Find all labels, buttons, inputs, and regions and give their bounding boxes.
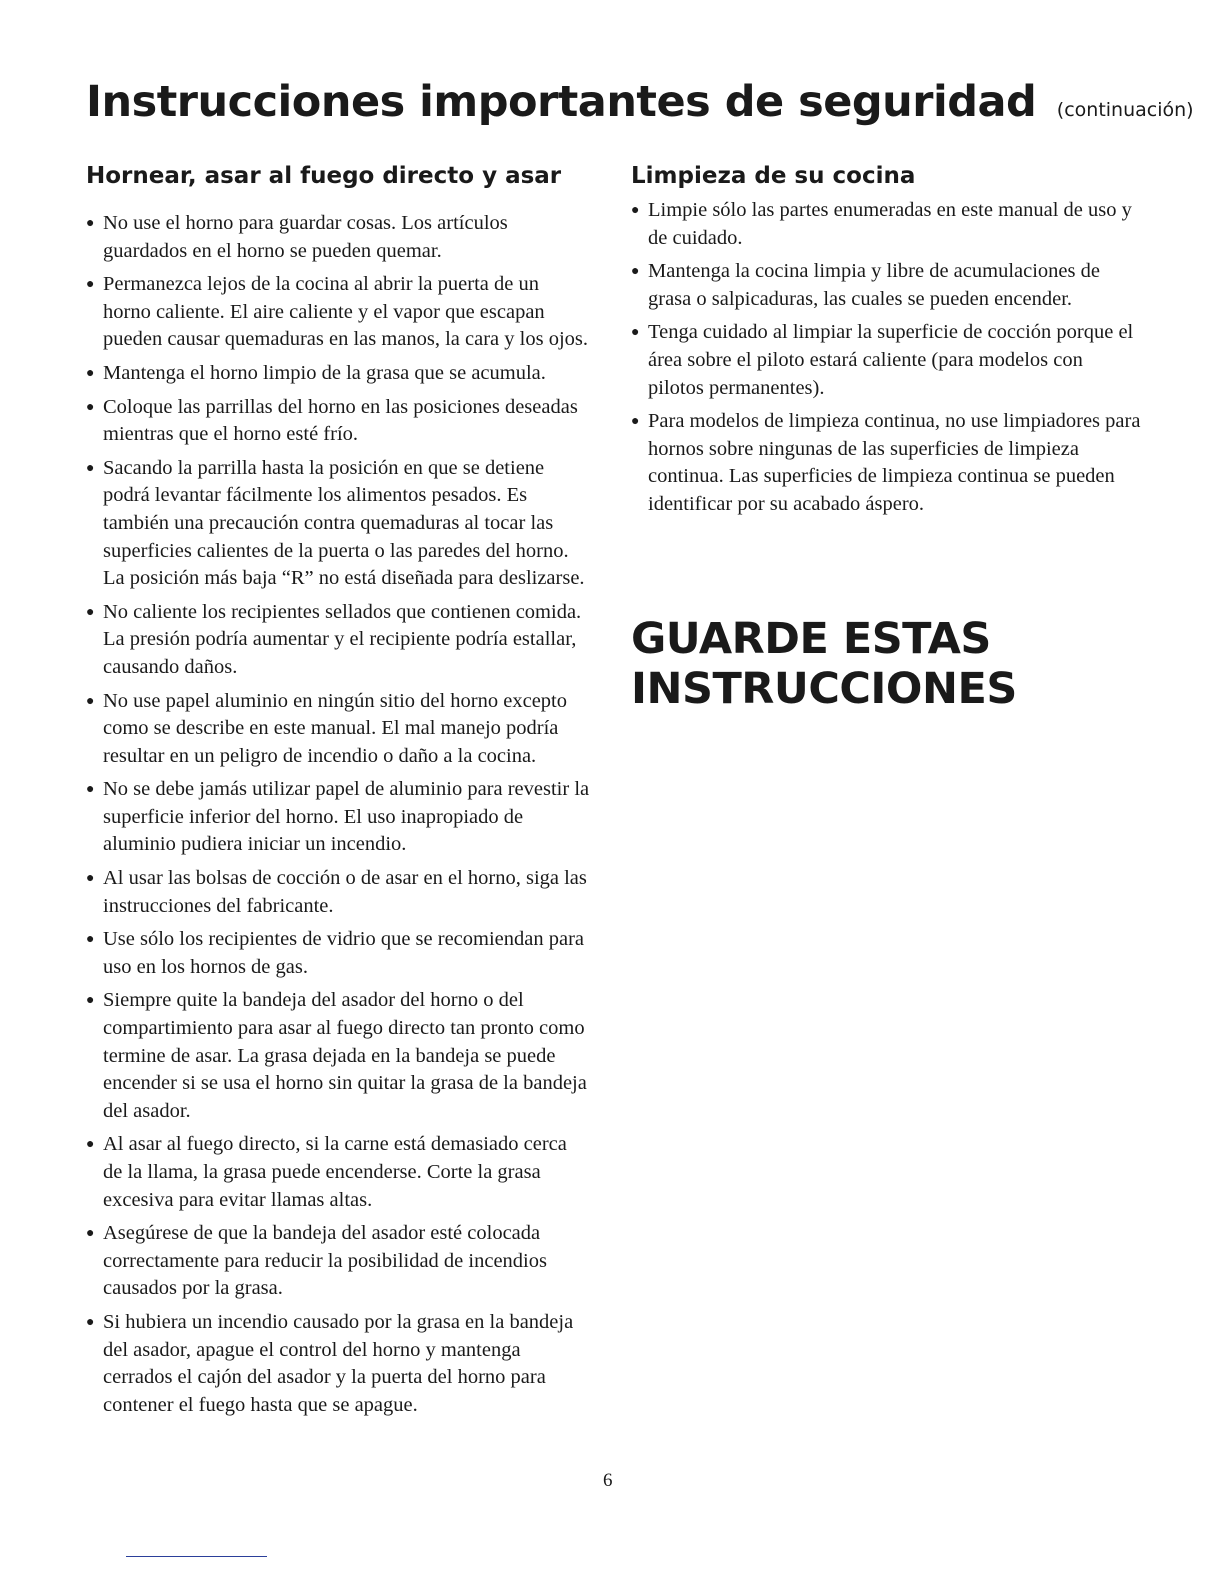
list-item-text: Coloque las parrillas del horno en las posiciones deseadas mientras que el horno esté frío. (103, 395, 578, 446)
bullet-icon: ● (86, 693, 95, 709)
bullet-icon: ● (86, 365, 95, 381)
list-item (86, 688, 591, 771)
page-subtitle: (continuación) (1056, 99, 1194, 121)
list-item-text: Tenga cuidado al limpiar la superficie de cocción porque el área sobre el piloto estará caliente (para modelos con pilotos permanentes). (648, 321, 1134, 399)
list-item-text: Mantenga el horno limpio de la grasa que se acumula. (103, 361, 546, 384)
list-item (631, 258, 1141, 313)
cleaning-safety-list (631, 197, 1141, 525)
list-item-text: No use el horno para guardar cosas. Los artículos guardados en el horno se pueden quemar. (103, 212, 508, 262)
list-item (86, 1309, 591, 1419)
bullet-icon: ● (86, 460, 95, 476)
page-number: 6 (603, 1470, 613, 1491)
baking-safety-list (86, 210, 591, 1425)
list-item-text: Limpie sólo las partes enumeradas en este manual de uso y de cuidado. (648, 199, 1132, 249)
bullet-icon: ● (86, 993, 95, 1009)
list-item (631, 408, 1141, 518)
list-item-text: Sacando la parrilla hasta la posición en que se detiene podrá levantar fácilmente los alimentos pesados. Es también una precaución contra quemaduras al tocar las superficies calientes de la puerta o las paredes del horno. La posición más baja “R” no está diseñada para deslizarse. (103, 456, 585, 590)
bullet-icon: ● (86, 932, 95, 948)
list-item (86, 865, 591, 920)
section-heading-cleaning: Limpieza de su cocina (631, 163, 916, 189)
list-item-text: Para modelos de limpieza continua, no use limpiadores para hornos sobre ningunas de las superficies de limpieza continua. Las superficies de limpieza continua se pueden identificar por su acabado áspero. (648, 410, 1141, 515)
bullet-icon: ● (86, 1137, 95, 1153)
page-title-text: Instrucciones importantes de seguridad (86, 77, 1037, 127)
list-item (86, 776, 591, 859)
bullet-icon: ● (86, 1314, 95, 1330)
list-item-text: Use sólo los recipientes de vidrio que se recomiendan para uso en los hornos de gas. (103, 928, 585, 978)
section-heading-baking: Hornear, asar al fuego directo y asar (86, 163, 562, 189)
bullet-icon: ● (86, 399, 95, 415)
callout-line-1: GUARDE ESTAS (631, 614, 991, 664)
bullet-icon: ● (86, 216, 95, 231)
bullet-icon: ● (86, 277, 95, 293)
bullet-icon: ● (631, 414, 640, 430)
list-item (86, 599, 591, 682)
list-item-text: Asegúrese de que la bandeja del asador esté colocada correctamente para reducir la posibilidad de incendios causados por la grasa. (103, 1222, 547, 1300)
list-item-text: Permanezca lejos de la cocina al abrir la puerta de un horno caliente. El aire caliente y el vapor que escapan pueden causar quemaduras en las manos, la cara y los ojos. (103, 273, 589, 351)
callout-line-2: INSTRUCCIONES (631, 664, 1017, 714)
list-item-text: Mantenga la cocina limpia y libre de acumulaciones de grasa o salpicaduras, las cuales se pueden encender. (648, 260, 1100, 310)
list-item-text: Siempre quite la bandeja del asador del horno o del compartimiento para asar al fuego directo tan pronto como termine de asar. La grasa dejada en la bandeja se puede encender si se usa el horno sin quitar la grasa de la bandeja del asador. (103, 989, 587, 1122)
bullet-icon: ● (86, 782, 95, 798)
bullet-icon: ● (86, 871, 95, 887)
footer-divider (126, 1556, 267, 1557)
list-item (86, 210, 591, 265)
bullet-icon: ● (631, 203, 640, 218)
list-item (86, 455, 591, 593)
list-item (631, 319, 1141, 402)
list-item (86, 1220, 591, 1303)
list-item (86, 394, 591, 449)
list-item-text: No se debe jamás utilizar papel de aluminio para revestir la superficie inferior del horno. El uso inapropiado de aluminio pudiera iniciar un incendio. (103, 778, 590, 856)
page-title (86, 76, 1194, 136)
list-item (86, 360, 591, 388)
list-item (86, 926, 591, 981)
list-item-text: No caliente los recipientes sellados que contienen comida. La presión podría aumentar y el recipiente podría estallar, causando daños. (103, 600, 582, 678)
list-item-text: Al usar las bolsas de cocción o de asar en el horno, siga las instrucciones del fabricante. (103, 867, 587, 917)
bullet-icon: ● (631, 264, 640, 280)
save-instructions-callout (631, 614, 1017, 714)
bullet-icon: ● (86, 1226, 95, 1242)
list-item (86, 987, 591, 1125)
list-item-text: Si hubiera un incendio causado por la grasa en la bandeja del asador, apague el control del horno y mantenga cerrados el cajón del asador y la puerta del horno para contener el fuego hasta que se apague. (103, 1310, 574, 1416)
list-item (86, 1131, 591, 1214)
list-item-text: Al asar al fuego directo, si la carne está demasiado cerca de la llama, la grasa puede encenderse. Corte la grasa excesiva para evitar llamas altas. (103, 1133, 567, 1211)
list-item (631, 197, 1141, 252)
bullet-icon: ● (631, 325, 640, 341)
bullet-icon: ● (86, 604, 95, 620)
list-item-text: No use papel aluminio en ningún sitio del horno excepto como se describe en este manual. El mal manejo podría resultar en un peligro de incendio o daño a la cocina. (103, 689, 568, 767)
list-item (86, 271, 591, 354)
